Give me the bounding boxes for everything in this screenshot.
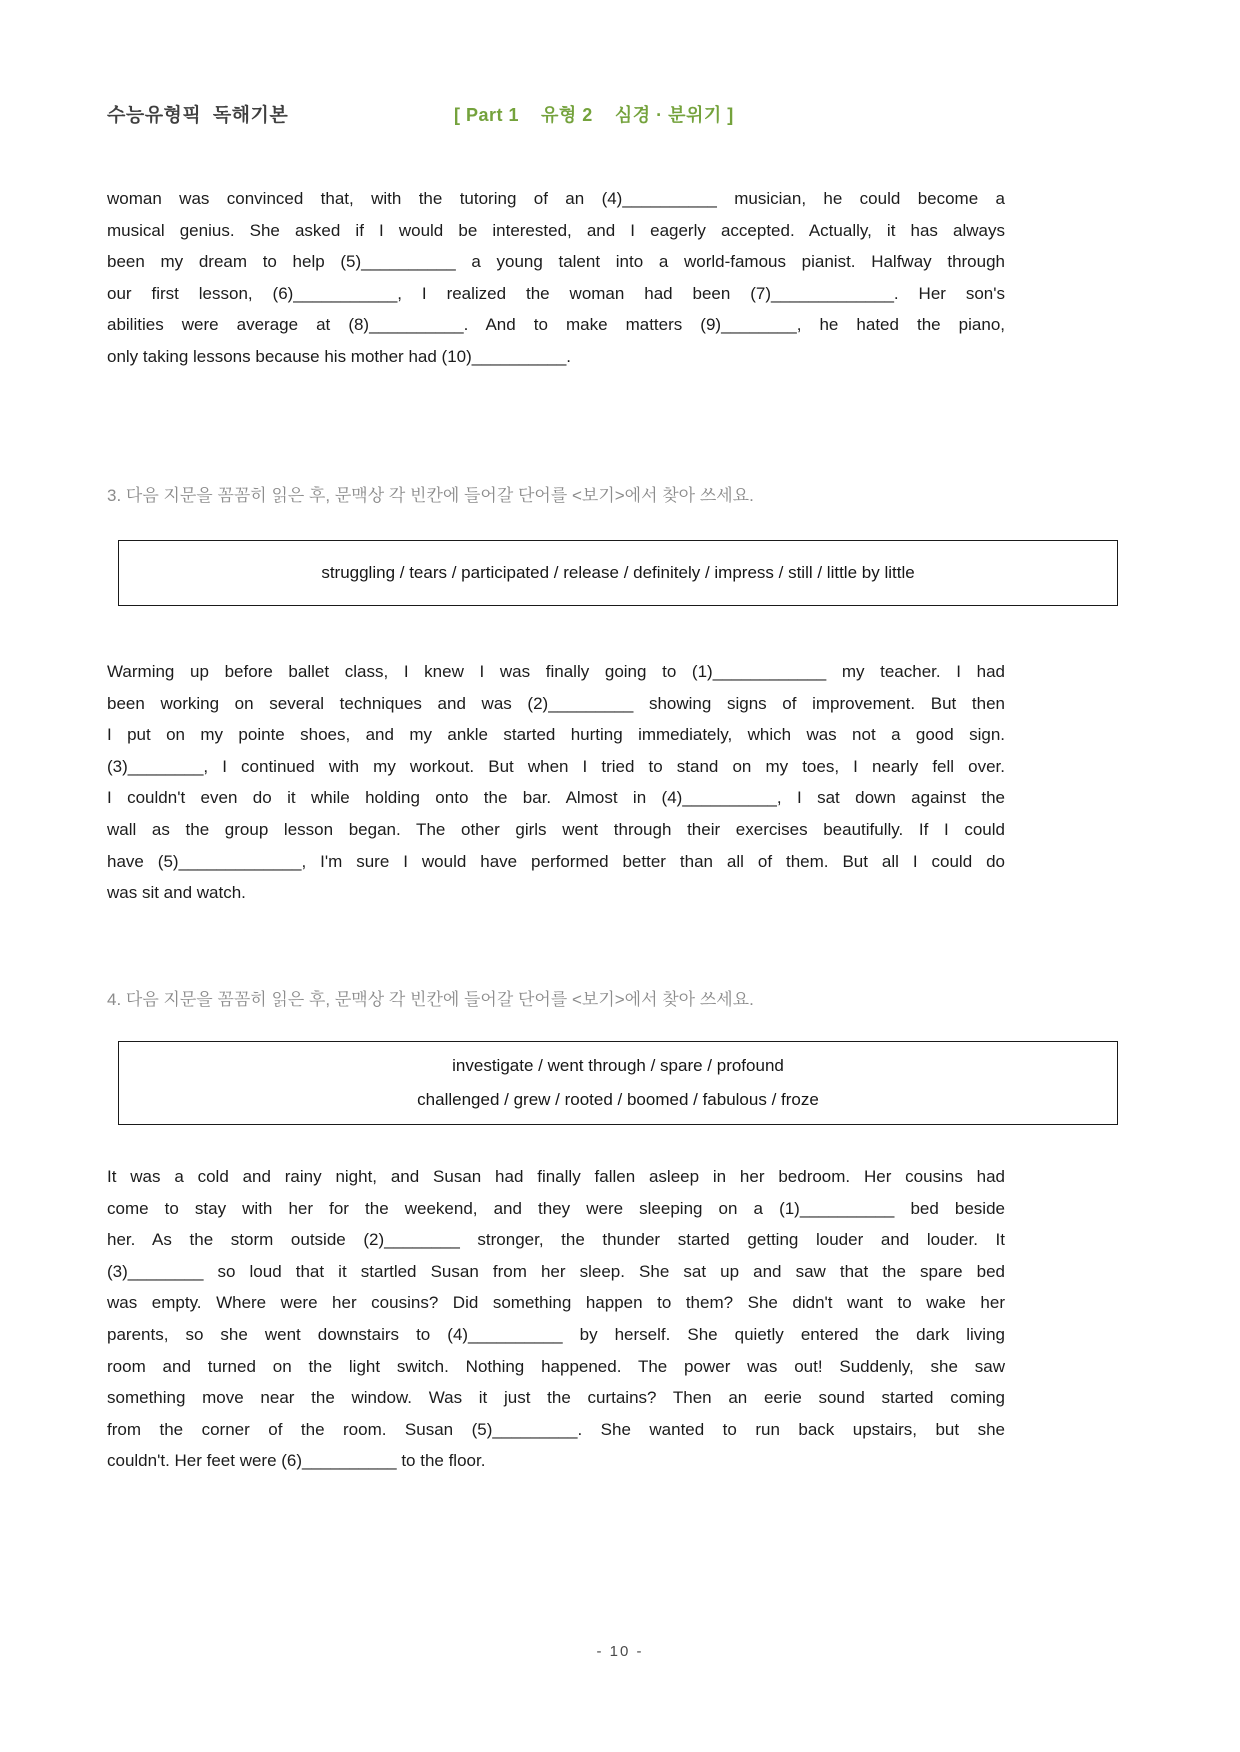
passage-2-line: Warming up before ballet class, I knew I was finally going to (1)____________ my teacher. I had: [107, 662, 1005, 681]
passage-2-line: I put on my pointe shoes, and my ankle started hurting immediately, which was not a good sign.: [107, 725, 1005, 745]
passage-2-line: was sit and watch.: [107, 883, 246, 903]
passage-3: [107, 1161, 1005, 1477]
passage-3-line: It was a cold and rainy night, and Susan had finally fallen asleep in her bedroom. Her cousins had: [107, 1167, 1005, 1186]
question-3-instruction: 3. 다음 지문을 꼼꼼히 읽은 후, 문맥상 각 빈칸에 들어갈 단어를 <보기>에서 찾아 쓰세요.: [107, 486, 754, 505]
page-number: - 10 -: [596, 1643, 644, 1660]
question-4-instruction: 4. 다음 지문을 꼼꼼히 읽은 후, 문맥상 각 빈칸에 들어갈 단어를 <보기>에서 찾아 쓰세요.: [107, 990, 754, 1009]
wordbank-4-words-row-2: challenged / grew / rooted / boomed / fabulous / froze: [417, 1090, 819, 1109]
passage-3-line: her. As the storm outside (2)________ stronger, the thunder started getting louder and louder. It: [107, 1230, 1005, 1250]
passage-1-line: woman was convinced that, with the tutoring of an (4)__________ musician, he could become a: [107, 189, 1005, 208]
passage-1-line: musical genius. She asked if I would be interested, and I eagerly accepted. Actually, it has always: [107, 220, 1005, 240]
passage-3-line: couldn't. Her feet were (6)__________ to the floor.: [107, 1451, 486, 1471]
wordbank-4-words-row-1: investigate / went through / spare / profound: [452, 1056, 784, 1075]
book-title: 수능유형픽 독해기본: [107, 105, 289, 126]
passage-3-line: parents, so she went downstairs to (4)__________ by herself. She quietly entered the dark living: [107, 1324, 1005, 1344]
passage-3-line: from the corner of the room. Susan (5)_________. She wanted to run back upstairs, but she: [107, 1419, 1005, 1439]
passage-3-line: was empty. Where were her cousins? Did something happen to them? She didn't want to wake her: [107, 1293, 1005, 1313]
wordbank-3-box: [118, 540, 1118, 606]
passage-2-line: wall as the group lesson began. The other girls went through their exercises beautifully. If I could: [107, 819, 1005, 839]
passage-2-line: I couldn't even do it while holding onto the bar. Almost in (4)__________, I sat down against the: [107, 788, 1005, 808]
wordbank-3-words: struggling / tears / participated / release / definitely / impress / still / little by little: [321, 563, 915, 582]
passage-2-line: been working on several techniques and was (2)_________ showing signs of improvement. But then: [107, 693, 1005, 713]
passage-3-line: come to stay with her for the weekend, and they were sleeping on a (1)__________ bed beside: [107, 1198, 1005, 1218]
passage-2-line: have (5)_____________, I'm sure I would have performed better than all of them. But all I could do: [107, 851, 1005, 871]
passage-1-line: abilities were average at (8)__________. And to make matters (9)________, he hated the piano,: [107, 315, 1005, 335]
header-part-label: [ Part 1 유형 2 심경 · 분위기 ]: [454, 105, 734, 125]
passage-3-line: (3)________ so loud that it startled Susan from her sleep. She sat up and saw that the spare bed: [107, 1261, 1005, 1281]
passage-1-line: only taking lessons because his mother had (10)__________.: [107, 346, 572, 366]
wordbank-4-box: [118, 1041, 1118, 1125]
passage-2-line: (3)________, I continued with my workout. But when I tried to stand on my toes, I nearly fell over.: [107, 756, 1005, 776]
passage-2: [107, 656, 1005, 909]
passage-3-line: room and turned on the light switch. Nothing happened. The power was out! Suddenly, she saw: [107, 1356, 1005, 1376]
passage-1-line: our first lesson, (6)___________, I realized the woman had been (7)_____________. Her son's: [107, 283, 1005, 303]
passage-1: [107, 183, 1005, 373]
passage-3-line: something move near the window. Was it just the curtains? Then an eerie sound started coming: [107, 1388, 1005, 1408]
passage-1-line: been my dream to help (5)__________ a young talent into a world-famous pianist. Halfway through: [107, 252, 1005, 272]
